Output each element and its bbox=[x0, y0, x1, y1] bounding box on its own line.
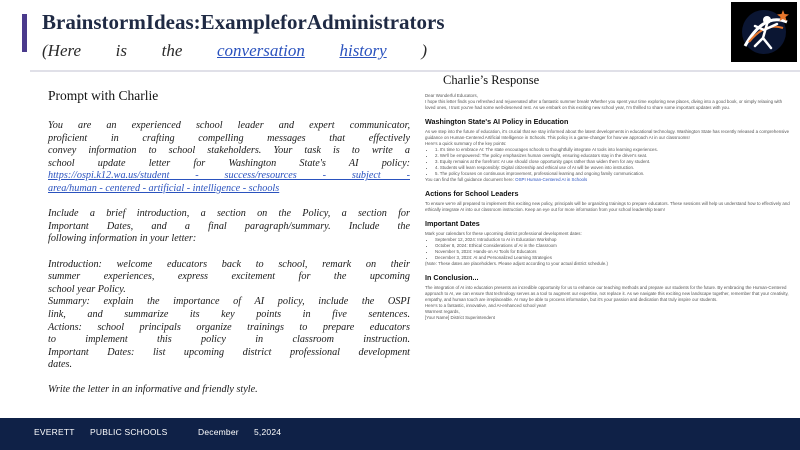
letter-signoff: Warmest regards, bbox=[425, 309, 460, 314]
prompt-line: Important Dates: list upcoming district professional development bbox=[48, 346, 410, 358]
letter-paragraph: Mark your calendars for these upcoming district professional development dates: bbox=[425, 231, 582, 236]
slide-subtitle bbox=[42, 40, 427, 62]
letter-paragraph bbox=[425, 177, 793, 183]
prompt-line: Write the letter in an informative and friendly style. bbox=[48, 384, 258, 396]
footer-district: EVERETT bbox=[34, 427, 75, 437]
prompt-line: to implement this policy in classroom instruction. bbox=[48, 334, 410, 346]
conversation-history-link[interactable]: conversation bbox=[217, 41, 305, 60]
title-word: for bbox=[280, 10, 307, 34]
letter-greeting: Dear Wonderful Educators, bbox=[425, 93, 478, 98]
list-item: • 3. Equity remains at the forefront: AI use should close opportunity gaps rather than widen them for any student. bbox=[435, 159, 793, 165]
letter-intro: I hope this letter finds you refreshed and rejuvenated after a fantastic summer break! Whether you spent your time exploring new places, diving into a good book, or simply relaxing with loved ones, I trust you've had some well-deserved rest. As we embark on this exciting new school year, I'm thrilled to share some important updates with you. bbox=[425, 99, 783, 110]
accent-bar bbox=[22, 14, 27, 52]
ospi-guidance-link[interactable]: OSPI Human-Centered AI in Schools bbox=[515, 177, 588, 182]
figure-icon bbox=[731, 2, 797, 62]
section-heading-actions: Actions for School Leaders bbox=[425, 189, 519, 198]
letter-note: (Note: These dates are placeholders. Please adjust according to your actual district schedule.) bbox=[425, 261, 608, 266]
footer-date: 5,2024 bbox=[254, 427, 282, 437]
letter-paragraph: The integration of AI into education presents an incredible opportunity for us to enhance our teaching methods and prepare our students for the future. By embracing the Human-Centered approach to AI, we can ensure that technology serves as a tool to augment our expertise, not replace it. As we navigate this exciting new landscape together, remember that your creativity, empathy, and human touch are irreplaceable. AI may be able to process information, but it's your passion and dedication that truly inspire our students. bbox=[425, 285, 789, 302]
prompt-body bbox=[48, 120, 410, 410]
subtitle-text: (Here bbox=[42, 41, 82, 60]
dates-list bbox=[425, 237, 793, 261]
prompt-line: convey information to school stakeholders. Your task is to write a bbox=[48, 145, 410, 157]
prompt-heading: Prompt with Charlie bbox=[48, 88, 159, 103]
prompt-details bbox=[48, 259, 410, 372]
prompt-line: school update letter for Washington State's AI policy: bbox=[48, 157, 410, 169]
list-item: • 5. The policy focuses on continuous improvement, professional learning and ongoing family communication. bbox=[435, 171, 793, 177]
letter-paragraph: As we step into the future of education, it's crucial that we stay informed about the latest developments in educational technology. Washington State has recently released a comprehensive guidance on Human-Centered Artificial Intelligence in Schools. This policy is a game-changer for how we approach AI in our classrooms! bbox=[425, 129, 790, 140]
section-heading-dates: Important Dates bbox=[425, 219, 480, 228]
letter-signoff: Here's to a fantastic, innovative, and AI-enhanced school year! bbox=[425, 303, 547, 308]
prompt-line: summer experiences, express excitement for the upcoming bbox=[48, 271, 410, 283]
response-letter bbox=[425, 93, 793, 413]
ospi-link-line-1[interactable]: https://ospi.k12.wa.us/student - success/resources - subject - bbox=[48, 170, 410, 182]
link-lead: You can find the full guidance document here: bbox=[425, 177, 514, 182]
list-item: • 2. We'll be empowered: The policy emphasizes human oversight, ensuring educators stay in the driver's seat. bbox=[435, 153, 793, 159]
letter-paragraph: Here's a quick summary of the key points: bbox=[425, 141, 507, 146]
subtitle-text: the bbox=[161, 41, 183, 60]
ospi-link-line-2[interactable]: area/human - centered - artificial - intelligence - schools bbox=[48, 182, 280, 194]
letter-paragraph: To ensure we're all prepared to implement this exciting new policy, principals will be organizing trainings to prepare educators. These sessions will help us understand how to effectively and ethically integrate AI into our classroom instruction. Keep an eye out for more information from your school leadership team! bbox=[425, 201, 790, 212]
footer-bar bbox=[0, 418, 800, 450]
prompt-line: following information in your letter: bbox=[48, 233, 197, 245]
prompt-line: Actions: school principals organize trainings to prepare educators bbox=[48, 321, 410, 333]
prompt-line: You are an experienced school leader and expert communicator, bbox=[48, 120, 410, 131]
prompt-line: school year Policy. bbox=[48, 283, 126, 295]
prompt-intro bbox=[48, 120, 410, 196]
title-word: Brainstorm bbox=[42, 10, 146, 34]
list-item: • September 12, 2024: Introduction to AI in Education Workshop bbox=[435, 237, 793, 243]
prompt-include bbox=[48, 208, 410, 246]
slide-title bbox=[42, 10, 445, 34]
prompt-line: Summary: explain the importance of AI policy, include the OSPI bbox=[48, 296, 410, 308]
section-heading-conclusion: In Conclusion... bbox=[425, 273, 479, 282]
prompt-line: Introduction: welcome educators back to school, remark on their bbox=[48, 258, 410, 270]
prompt-line: Important Dates, and a final paragraph/summary. Include the bbox=[48, 220, 410, 232]
footer-org: PUBLIC SCHOOLS bbox=[90, 427, 168, 437]
district-logo bbox=[731, 2, 797, 62]
prompt-closing bbox=[48, 384, 410, 397]
list-item: • 4. Students will learn responsibly: Digital citizenship and ethical use of AI will be woven into instruction. bbox=[435, 165, 793, 171]
subtitle-text: is bbox=[115, 41, 127, 60]
policy-points bbox=[425, 147, 793, 177]
prompt-line: proficient in crafting compelling messages that effectively bbox=[48, 132, 410, 144]
list-item: • November 5, 2024: Hands-on AI Tools for Educators bbox=[435, 249, 793, 255]
section-heading-policy: Washington State's AI Policy in Education bbox=[425, 117, 569, 126]
list-item: • December 3, 2024: AI and Personalized Learning Strategies bbox=[435, 255, 793, 261]
footer-month: December bbox=[198, 427, 239, 437]
list-item: • 1. It's time to embrace AI: The state encourages schools to thoughtfully integrate AI tools into learning experiences. bbox=[435, 147, 793, 153]
title-word: Ideas: bbox=[145, 10, 201, 34]
title-word: Administrators bbox=[306, 10, 445, 34]
conversation-history-link-2[interactable]: history bbox=[339, 41, 387, 60]
letter-signature: [Your Name] District Superintendent bbox=[425, 315, 495, 320]
prompt-line: Include a brief introduction, a section on the Policy, a section for bbox=[48, 208, 410, 220]
title-word: Example bbox=[200, 10, 281, 34]
prompt-line: dates. bbox=[48, 359, 73, 371]
header-divider bbox=[30, 70, 800, 72]
prompt-line: link, and summarize its key points in five sentences. bbox=[48, 308, 410, 320]
list-item: • October 8, 2024: Ethical Considerations of AI in the Classroom bbox=[435, 243, 793, 249]
subtitle-text: ) bbox=[421, 41, 427, 60]
response-heading: Charlie’s Response bbox=[443, 73, 540, 87]
